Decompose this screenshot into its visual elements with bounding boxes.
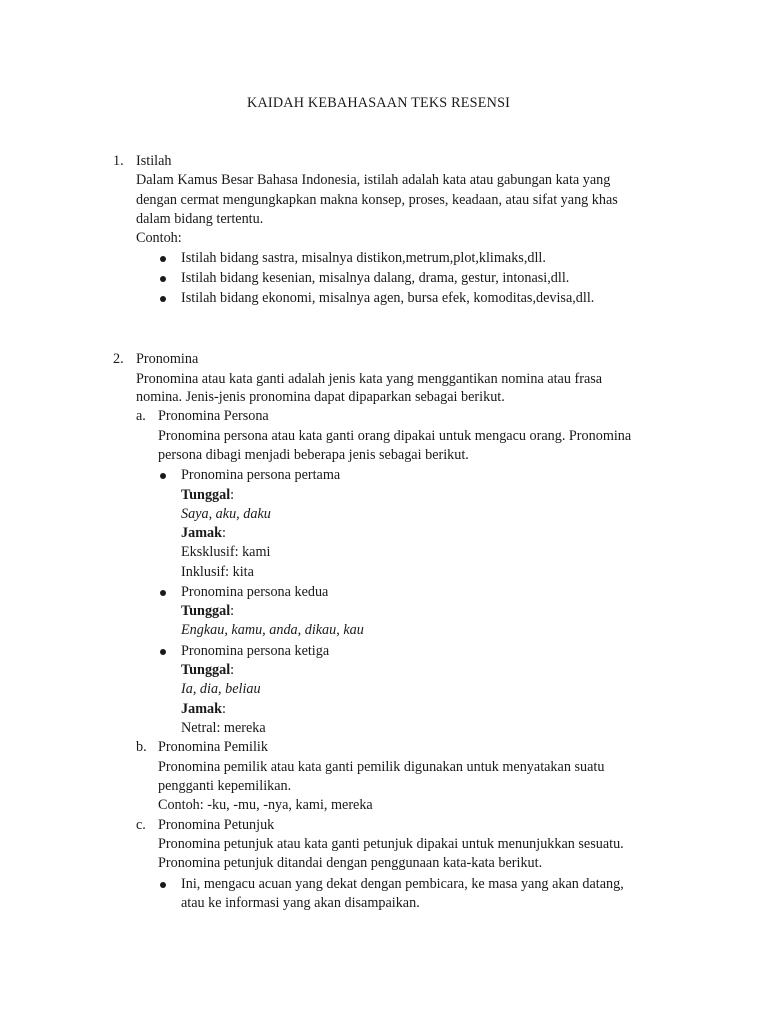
section-1-paragraph-line: Dalam Kamus Besar Bahasa Indonesia, istilah adalah kata atau gabungan kata yang xyxy=(136,172,611,188)
subsection-b-paragraph-line: pengganti kepemilikan. xyxy=(158,778,292,794)
subsection-b-paragraph-line: Pronomina pemilik atau kata ganti pemilik digunakan untuk menyatakan suatu xyxy=(158,759,605,775)
list-item: Istilah bidang sastra, misalnya distikon,metrum,plot,klimaks,dll. xyxy=(181,250,546,266)
subsection-a-letter: a. xyxy=(136,408,146,424)
jamak-item: Netral: mereka xyxy=(181,720,266,736)
bullet-icon xyxy=(160,590,166,596)
section-2-paragraph-line: nomina. Jenis-jenis pronomina dapat dipaparkan sebagai berikut. xyxy=(136,389,505,405)
tunggal-items: Engkau, kamu, anda, dikau, kau xyxy=(181,622,364,638)
section-1-heading: Istilah xyxy=(136,153,172,169)
page-title: KAIDAH KEBAHASAAN TEKS RESENSI xyxy=(247,95,511,111)
list-item: Istilah bidang ekonomi, misalnya agen, bursa efek, komoditas,devisa,dll. xyxy=(181,290,595,306)
tunggal-items: Saya, aku, daku xyxy=(181,506,271,522)
bullet-icon xyxy=(160,649,166,655)
jamak-heading: Jamak: xyxy=(181,701,226,717)
jamak-item: Inklusif: kita xyxy=(181,564,254,580)
subsection-c-paragraph-line: Pronomina petunjuk ditandai dengan penggunaan kata-kata berikut. xyxy=(158,855,543,871)
jamak-item: Eksklusif: kami xyxy=(181,544,271,560)
section-1-contoh-label: Contoh: xyxy=(136,230,182,246)
section-2-number: 2. xyxy=(113,351,124,367)
tunggal-heading: Tunggal: xyxy=(181,603,235,619)
list-item: Istilah bidang kesenian, misalnya dalang, drama, gestur, intonasi,dll. xyxy=(181,270,570,286)
tunggal-items: Ia, dia, beliau xyxy=(181,681,261,697)
list-item: Ini, mengacu acuan yang dekat dengan pembicara, ke masa yang akan datang, xyxy=(181,876,624,892)
subsection-a-heading: Pronomina Persona xyxy=(158,408,269,424)
bullet-icon xyxy=(160,256,166,262)
tunggal-heading: Tunggal: xyxy=(181,487,235,503)
subsection-c-letter: c. xyxy=(136,817,146,833)
subsection-a-paragraph-line: persona dibagi menjadi beberapa jenis sebagai berikut. xyxy=(158,447,469,463)
bullet-icon xyxy=(160,473,166,479)
bullet-icon xyxy=(160,276,166,282)
persona-kedua-label: Pronomina persona kedua xyxy=(181,584,329,600)
jamak-label: Jamak xyxy=(181,525,222,541)
persona-pertama-label: Pronomina persona pertama xyxy=(181,467,341,483)
subsection-b-contoh: Contoh: -ku, -mu, -nya, kami, mereka xyxy=(158,797,373,813)
list-item: atau ke informasi yang akan disampaikan. xyxy=(181,895,420,911)
subsection-c-heading: Pronomina Petunjuk xyxy=(158,817,275,833)
bullet-icon xyxy=(160,882,166,888)
subsection-a-paragraph-line: Pronomina persona atau kata ganti orang dipakai untuk mengacu orang. Pronomina xyxy=(158,428,632,444)
section-1-paragraph-line: dengan cermat mengungkapkan makna konsep, proses, keadaan, atau sifat yang khas xyxy=(136,192,618,208)
persona-ketiga-label: Pronomina persona ketiga xyxy=(181,643,330,659)
section-1-number: 1. xyxy=(113,153,124,169)
tunggal-label: Tunggal xyxy=(181,487,231,503)
tunggal-label: Tunggal xyxy=(181,662,231,678)
jamak-label: Jamak xyxy=(181,701,222,717)
tunggal-label: Tunggal xyxy=(181,603,231,619)
section-2-paragraph-line: Pronomina atau kata ganti adalah jenis kata yang menggantikan nomina atau frasa xyxy=(136,371,603,387)
tunggal-heading: Tunggal: xyxy=(181,662,235,678)
jamak-heading: Jamak: xyxy=(181,525,226,541)
bullet-icon xyxy=(160,296,166,302)
section-2-heading: Pronomina xyxy=(136,351,199,367)
subsection-b-heading: Pronomina Pemilik xyxy=(158,739,268,755)
subsection-b-letter: b. xyxy=(136,739,147,755)
section-1-paragraph-line: dalam bidang tertentu. xyxy=(136,211,264,227)
subsection-c-paragraph-line: Pronomina petunjuk atau kata ganti petunjuk dipakai untuk menunjukkan sesuatu. xyxy=(158,836,624,852)
